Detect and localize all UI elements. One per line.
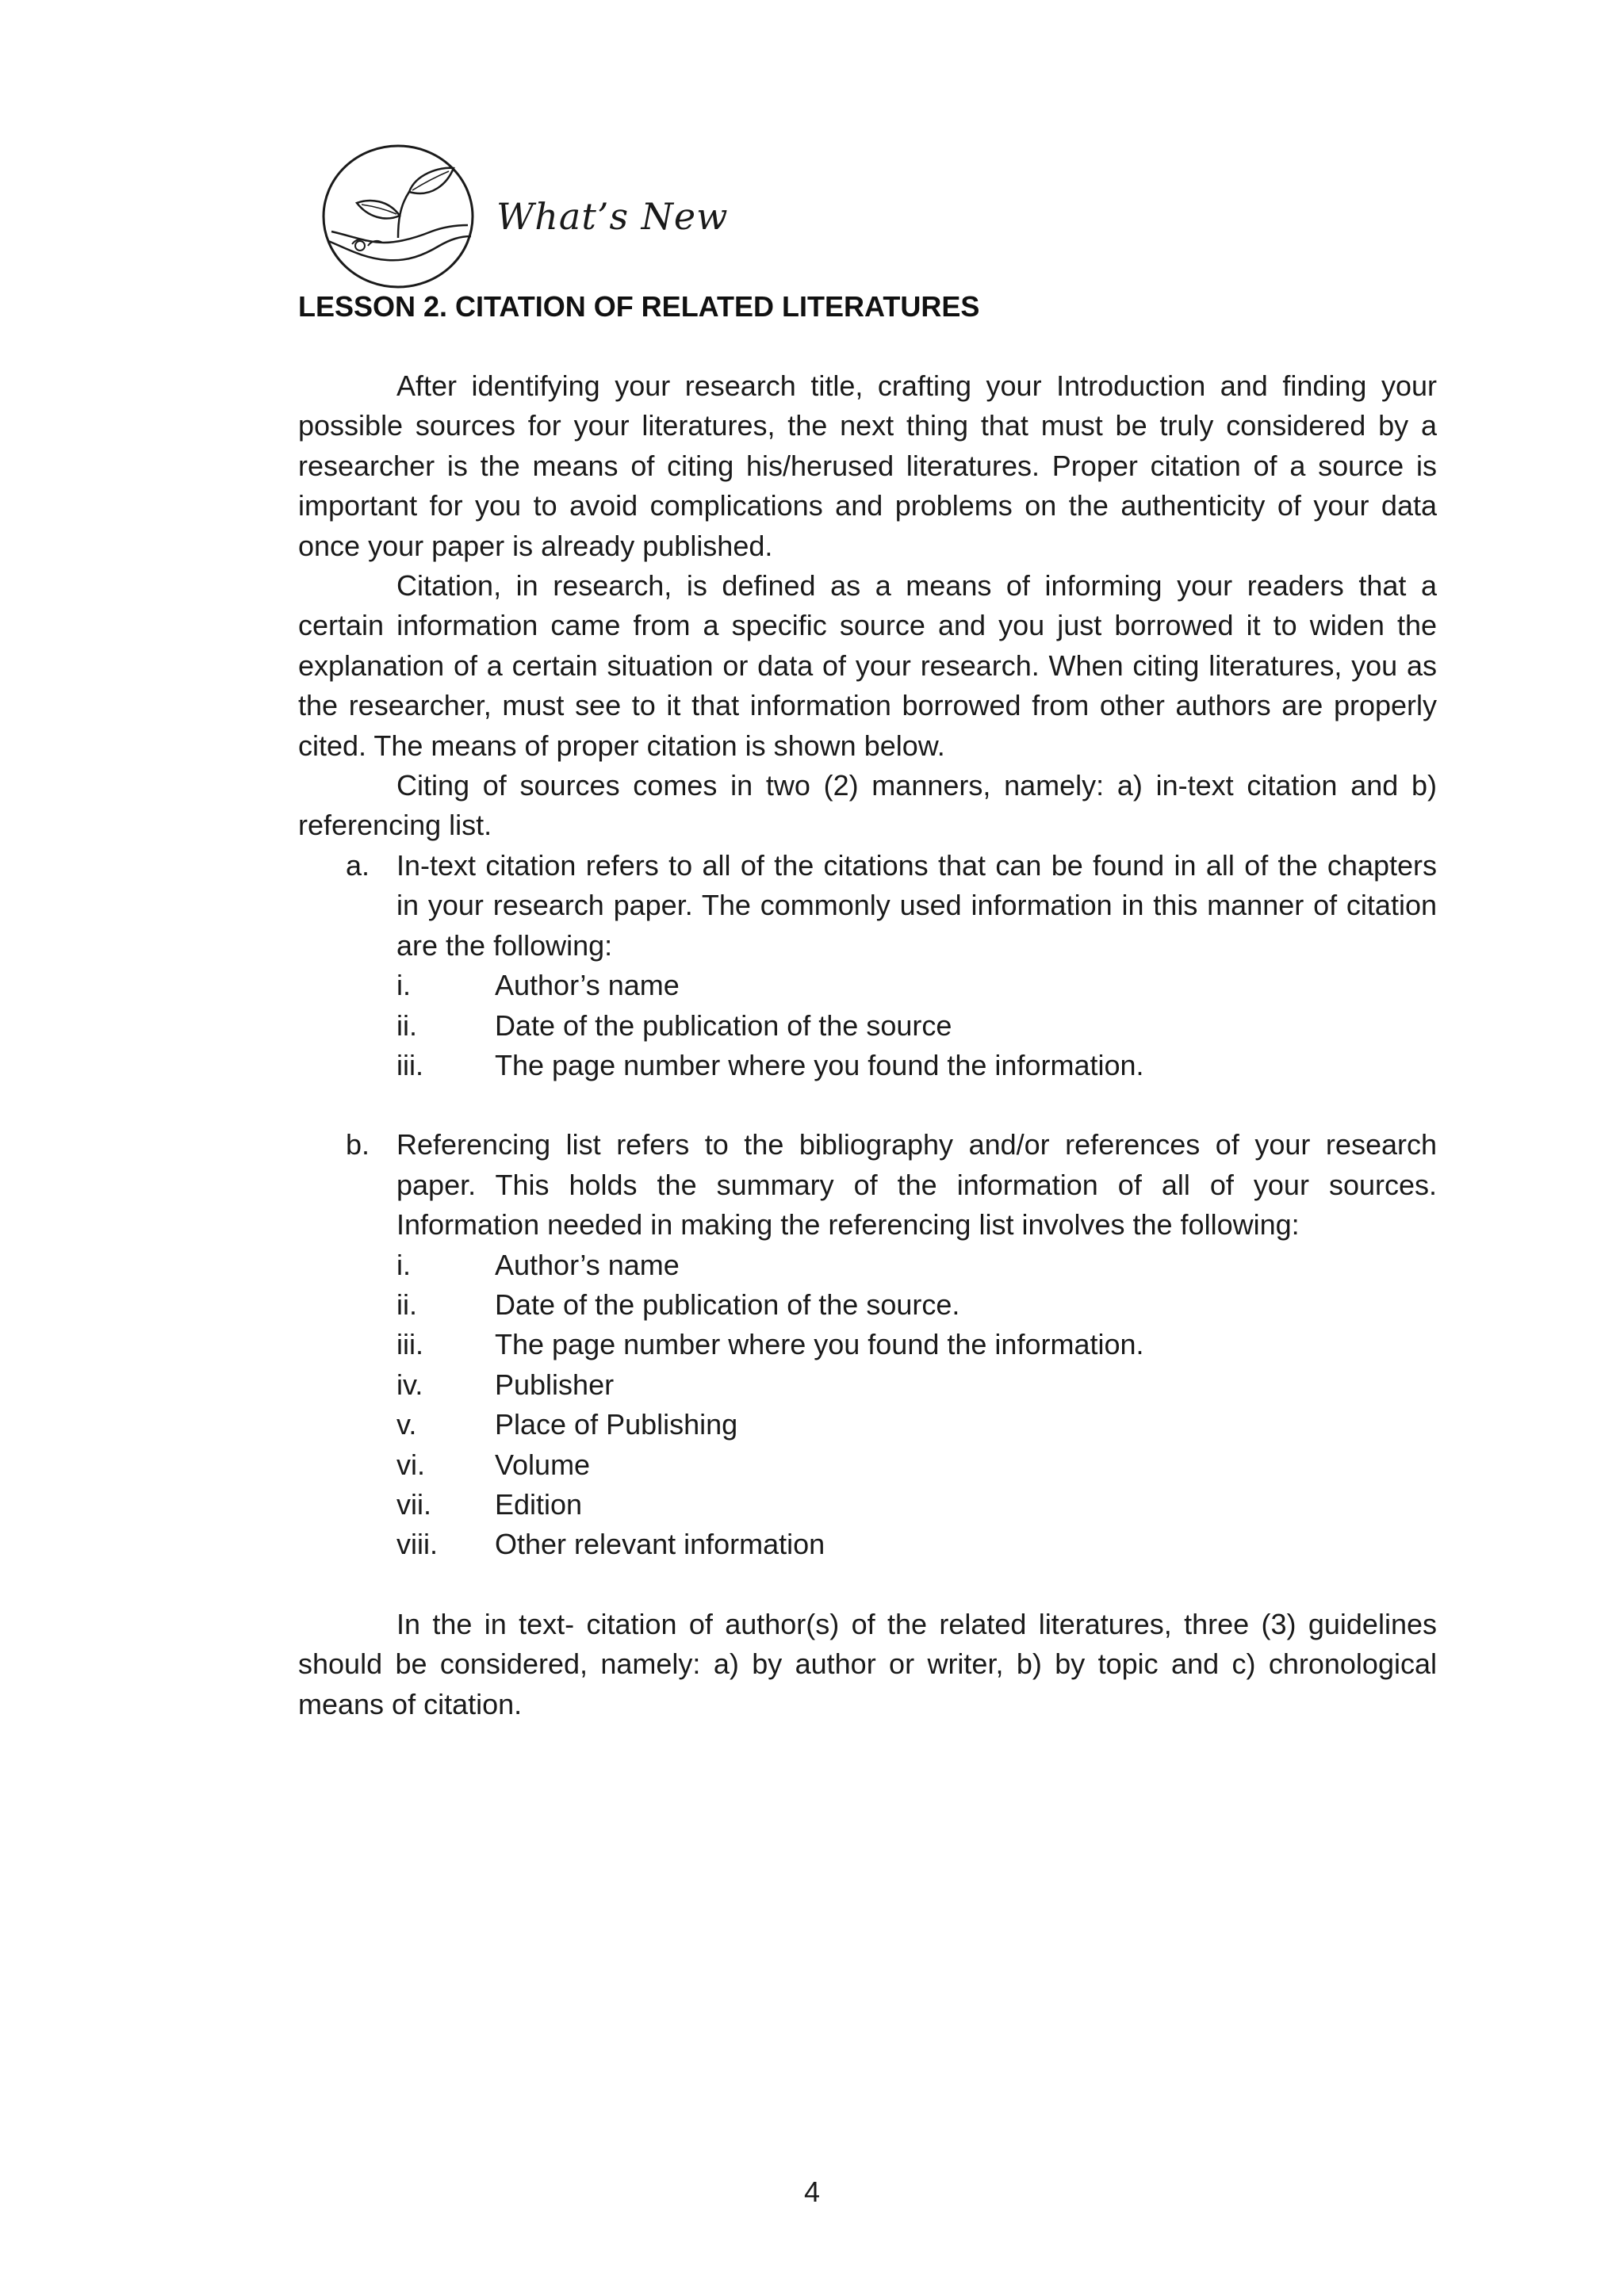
list-marker: ii. <box>396 1008 417 1042</box>
list-item <box>396 1525 1437 1564</box>
list-marker: i. <box>396 969 411 1002</box>
list-item-in-text-citation <box>298 846 1437 1125</box>
list-item <box>396 1445 1437 1485</box>
list-item-text: The page number where you found the information. <box>495 1328 1144 1361</box>
paragraph-citation-definition: Citation, in research, is defined as a means of informing your readers that a certain information came from a specific source and you just borrowed it to widen the explanation of a certain situation or data of your research. When citing literatures, you as the researcher, must see to it that information borrowed from other authors are properly cited. The means of proper citation is shown below. <box>298 569 1437 762</box>
list-item <box>396 1285 1437 1325</box>
list-item-text: Other relevant information <box>495 1528 825 1561</box>
in-text-citation-info-list <box>396 966 1437 1085</box>
list-item-text: Edition <box>495 1487 583 1521</box>
list-marker: a. <box>346 848 370 882</box>
list-marker: viii. <box>396 1528 438 1561</box>
list-item-text: Author’s name <box>495 1248 680 1281</box>
list-marker: vi. <box>396 1448 425 1481</box>
list-item-text: Place of Publishing <box>495 1408 738 1441</box>
list-item-text: Author’s name <box>495 969 680 1002</box>
list-item <box>396 1246 1437 1285</box>
list-item <box>396 1405 1437 1445</box>
citation-manner-list <box>298 846 1437 1605</box>
paragraph-citing-manners: Citing of sources comes in two (2) manners, namely: a) in-text citation and b) referencing list. <box>298 769 1437 842</box>
list-item-text: Date of the publication of the source. <box>495 1288 960 1321</box>
lesson-title: LESSON 2. CITATION OF RELATED LITERATURES <box>298 290 980 323</box>
page-number: 4 <box>803 2175 821 2208</box>
lesson-body <box>298 366 1437 1724</box>
list-item-text: Date of the publication of the source <box>495 1008 952 1042</box>
referencing-list-info-list <box>396 1246 1437 1565</box>
list-marker: ii. <box>396 1288 417 1321</box>
list-item <box>396 966 1437 1005</box>
list-item-text: In-text citation refers to all of the citations that can be found in all of the chapters in your research paper. The commonly used information in this manner of citation are the following: <box>396 848 1437 962</box>
list-marker: vii. <box>396 1487 431 1521</box>
list-item-text: Publisher <box>495 1368 615 1401</box>
list-marker: v. <box>396 1408 417 1441</box>
list-marker: iii. <box>396 1048 423 1081</box>
list-marker: iv. <box>396 1368 423 1401</box>
list-item <box>396 1325 1437 1364</box>
list-item <box>396 1365 1437 1405</box>
list-marker: iii. <box>396 1328 423 1361</box>
paragraph-closing: In the in text- citation of author(s) of the related literatures, three (3) guidelines should be considered, namely: a) by author or writer, b) by topic and c) chronological means of citation. <box>298 1607 1437 1720</box>
list-item-text: The page number where you found the information. <box>495 1048 1144 1081</box>
paragraph-intro: After identifying your research title, crafting your Introduction and finding your possible sources for your literatures, the next thing that must be truly considered by a researcher is the means of citing his/herused literatures. Proper citation of a source is important for you to avoid complications and problems on the authenticity of your data once your paper is already published. <box>298 369 1437 562</box>
list-item <box>396 1006 1437 1046</box>
hand-holding-sprout-icon <box>320 143 476 290</box>
list-item-text: Referencing list refers to the bibliography and/or references of your research paper. This holds the summary of the information of all of your sources. Information needed in making the referencing list involves the following: <box>396 1128 1437 1242</box>
list-item-text: Volume <box>495 1448 591 1481</box>
section-label: What’s New <box>496 195 729 238</box>
list-item-referencing-list <box>298 1125 1437 1604</box>
list-item <box>396 1046 1437 1085</box>
list-marker: i. <box>396 1248 411 1281</box>
list-item <box>396 1485 1437 1525</box>
list-marker: b. <box>346 1128 370 1161</box>
spacer <box>396 1085 1437 1125</box>
spacer <box>396 1565 1437 1605</box>
